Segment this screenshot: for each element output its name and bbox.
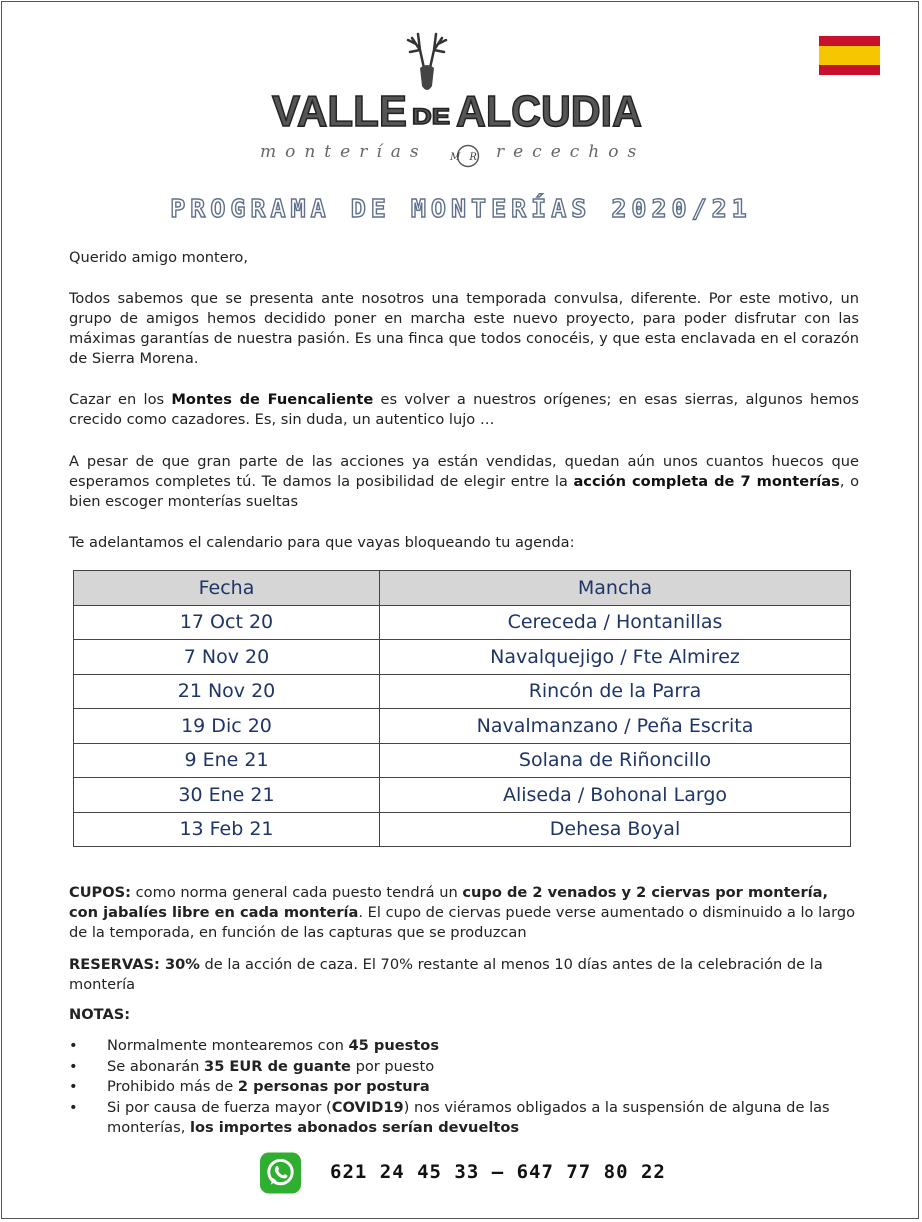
mancha-cell: Navalquejigo / Fte Almirez — [380, 640, 851, 675]
paragraph-calendar-intro: Te adelantamos el calendario para que vayas bloqueando tu agenda: — [69, 534, 575, 551]
schedule-table — [73, 570, 851, 847]
bullet: • — [69, 1078, 78, 1095]
mancha-cell: Cereceda / Hontanillas — [380, 605, 851, 640]
paragraph-acciones: A pesar de que gran parte de las acciones ya están vendidas, quedan aún unos cuantos huecos que esperamos completes tú. Te damos la posibilidad de elegir entre la acción completa de 7 monterías, o bien escoger monterías sueltas — [69, 453, 859, 510]
whatsapp-icon — [260, 1152, 301, 1194]
mancha-cell: Navalmanzano / Peña Escrita — [380, 709, 851, 744]
date-cell: 17 Oct 20 — [74, 605, 380, 640]
document-page: VALLE DE ALCUDIA monterías MR recechos PROGRAMA DE MONTERÍAS 2020/21 Querido amigo montero, Todos sabemos que se presenta ante nosotros una temporada convulsa, diferente. Por este motivo, un grupo de amigos hemos decidido poner en marcha este nuevo proyecto, para poder disfrutar con las máximas garantías de nuestra pasión. Es una finca que todos conocéis, y que esta enclavada en el corazón de Sierra Morena. Cazar en los Montes de Fuencaliente es volver a nuestros orígenes; en esas sierras, algunos hemos crecido como cazadores. Es, sin duda, un autentico lujo … A pesar de que gran parte de las acciones ya están vendidas, quedan aún unos cuantos huecos que esperamos completes tú. Te damos la posibilidad de elegir entre la acción completa de 7 monterías, o bien escoger monterías sueltas Te adelantamos el calendario para que vayas bloqueando tu agenda: Fecha Mancha 17 Oct 20 Cereceda / Hontanillas 7 Nov 20 Navalquejigo / Fte Almirez 21 Nov 20 Rincón de la Parra 19 Dic 20 Navalmanzano / Peña Escrita 9 Ene 21 Solana de Riñoncillo 30 Ene 21 Aliseda / Bohonal Largo 13 Feb 21 Dehesa Boyal CUPOS: como norma general cada puesto tendrá un cupo de 2 venados y 2 ciervas por montería, con jabalíes libre en cada montería. El cupo de ciervas puede verse aumentado o disminuido a lo largo de la temporada, en función de las capturas que se produzcan RESERVAS: 30% de la acción de caza. El 70% restante al menos 10 días antes de la celebración de la montería NOTAS: • Normalmente montearemos con 45 puestos • Se abonarán 35 EUR de guante por puesto • Prohibido más de 2 personas por postura • Si por causa de fuerza mayor (COVID19) nos viéramos obligados a la suspensión de alguna de las monterías, los importes abonados serían devueltos 621 24 45 33 – 647 77 80 22 — [1, 1, 919, 1219]
mancha-cell: Aliseda / Bohonal Largo — [380, 778, 851, 813]
table-row — [74, 743, 851, 778]
mancha-cell: Rincón de la Parra — [380, 674, 851, 709]
montes-highlight: Montes de Fuencaliente — [171, 391, 374, 408]
program-title: PROGRAMA DE MONTERÍAS 2020/21 — [170, 194, 752, 223]
brand-subtitle-left: monterías — [260, 142, 428, 162]
table-row — [74, 640, 851, 675]
date-cell: 19 Dic 20 — [74, 709, 380, 744]
date-cell: 13 Feb 21 — [74, 812, 380, 847]
column-header-mancha: Mancha — [380, 571, 851, 606]
brand-subtitle — [260, 142, 660, 170]
brand-title-left: VALLE — [272, 87, 407, 136]
table-row — [74, 812, 851, 847]
paragraph-fuencaliente: Cazar en los Montes de Fuencaliente es volver a nuestros orígenes; en esas sierras, algunos hemos crecido como cazadores. Es, sin duda, un autentico lujo … — [69, 391, 859, 428]
monogram-icon — [450, 144, 486, 168]
brand-title-de: DE — [412, 104, 450, 129]
reservas-label: RESERVAS: — [69, 956, 160, 973]
table-row — [74, 605, 851, 640]
greeting: Querido amigo montero, — [69, 249, 248, 266]
monogram-text: MR — [450, 152, 486, 163]
date-cell: 9 Ene 21 — [74, 743, 380, 778]
column-header-fecha: Fecha — [74, 571, 380, 606]
paragraph-intro: Todos sabemos que se presenta ante nosotros una temporada convulsa, diferente. Por este motivo, un grupo de amigos hemos decidido poner en marcha este nuevo proyecto, para poder disfrutar con las máximas garantías de nuestra pasión. Es una finca que todos conocéis, y que esta enclavada en el corazón de Sierra Morena. — [69, 290, 859, 367]
cupos-label: CUPOS: — [69, 884, 132, 901]
spain-flag-icon — [819, 36, 880, 75]
brand-subtitle-right: recechos — [496, 142, 646, 162]
reservas-paragraph: RESERVAS: 30% de la acción de caza. El 70% restante al menos 10 días antes de la celebración de la montería — [69, 956, 823, 993]
mancha-cell: Dehesa Boyal — [380, 812, 851, 847]
notas-heading: NOTAS: — [69, 1006, 131, 1023]
bullet: • — [69, 1058, 78, 1075]
cupos-paragraph: CUPOS: como norma general cada puesto tendrá un cupo de 2 venados y 2 ciervas por montería, con jabalíes libre en cada montería. El cupo de ciervas puede verse aumentado o disminuido a lo largo de la temporada, en función de las capturas que se produzcan — [69, 884, 856, 941]
brand-logo — [272, 84, 644, 134]
accion-completa-highlight: acción completa de 7 monterías — [573, 473, 840, 490]
table-row — [74, 674, 851, 709]
table-row — [74, 709, 851, 744]
brand-title-right: ALCUDIA — [456, 87, 642, 136]
mancha-cell: Solana de Riñoncillo — [380, 743, 851, 778]
table-row — [74, 778, 851, 813]
bullet: • — [69, 1099, 78, 1116]
date-cell: 7 Nov 20 — [74, 640, 380, 675]
phone-numbers: 621 24 45 33 – 647 77 80 22 — [330, 1161, 666, 1183]
date-cell: 30 Ene 21 — [74, 778, 380, 813]
table-header-row — [74, 571, 851, 606]
date-cell: 21 Nov 20 — [74, 674, 380, 709]
bullet: • — [69, 1037, 78, 1054]
